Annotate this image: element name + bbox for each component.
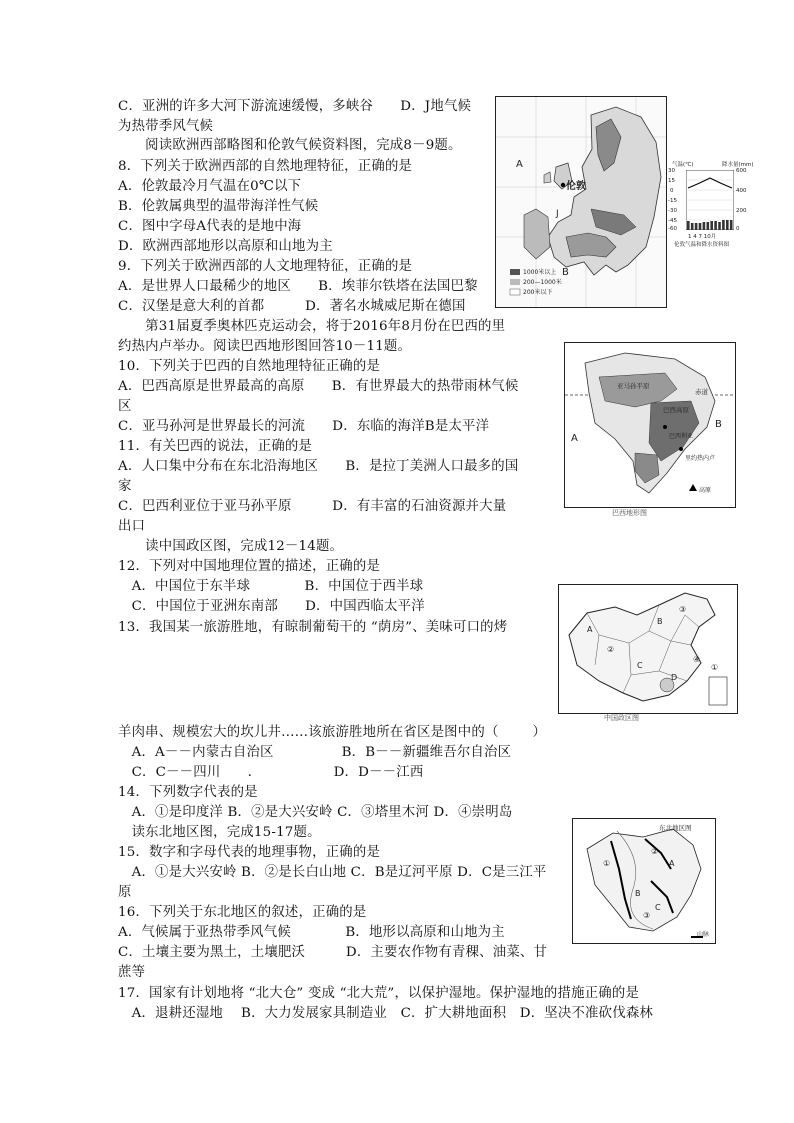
china-number-4: ④ (693, 655, 701, 664)
options-12cd: C．中国位于亚洲东南部 D．中国西临太平洋 (118, 599, 425, 614)
northeast-number-2: ② (651, 847, 659, 856)
options-11ab: A．人口集中分布在东北沿海地区 B．是拉丁美洲人口最多的国 (118, 459, 519, 474)
options-16ab: A．气候属于亚热带季风气候 B．地形以高原和山地为主 (118, 925, 505, 940)
question-14: 14．下列数字代表的是 (118, 785, 258, 800)
option-8b: B．伦敦属典型的温带海洋性气候 (118, 199, 319, 214)
china-letter-d: D (671, 673, 678, 682)
climate-bar (714, 221, 717, 230)
china-number-3: ③ (679, 605, 687, 614)
options-11cd-wrap: 出口 (118, 519, 146, 534)
northeast-letter-b: B (635, 889, 641, 898)
climate-left-tick-3: 0 (670, 188, 674, 194)
question-12: 12．下列对中国地理位置的描述，正确的是 (118, 559, 381, 574)
brazil-legend: 高原 (699, 487, 712, 494)
options-14: A．①是印度洋 B．②是大兴安岭 C．③塔里木河 D．④崇明岛 (118, 805, 513, 820)
climate-bar (687, 221, 690, 230)
brasilia-label: 巴西利亚 (669, 433, 694, 440)
text-line-3: 阅读欧洲西部略图和伦敦气候资料图，完成8－9题。 (118, 138, 462, 153)
china-number-2: ② (607, 645, 615, 654)
climate-left-tick-4: -15 (668, 198, 677, 204)
europe-legend-3: 200米以下 (523, 289, 553, 296)
climate-caption: 伦敦气温和降水资料图 (674, 242, 730, 248)
china-number-1: ① (711, 663, 719, 672)
climate-bar (707, 222, 710, 230)
options-12ab: A．中国位于东半球 B．中国位于西半球 (118, 579, 424, 594)
question-13-cont (118, 724, 546, 742)
northeast-map-drawing (573, 819, 715, 943)
options-10ab-wrap: 区 (118, 399, 132, 414)
climate-bar (718, 222, 721, 230)
equator-label: 赤道 (695, 388, 708, 396)
climate-bar (703, 222, 706, 230)
climate-left-title: 气温(℃) (672, 162, 694, 168)
climate-bar (695, 223, 698, 230)
northeast-letter-c: C (655, 903, 661, 912)
question-9: 9．下列关于欧洲西部的人文地理特征，正确的是 (118, 259, 413, 274)
text-line-1: C．亚洲的许多大河下游流速缓慢，多峡谷 D．J地气候 (118, 99, 472, 114)
options-16cd: C．土壤主要为黑土，土壤肥沃 D．主要农作物有青稞、油菜、甘 (118, 945, 548, 960)
china-map-drawing (559, 585, 737, 713)
text-line-23: 读中国政区图，完成12－14题。 (118, 539, 344, 554)
china-caption: 中国政区图 (604, 714, 639, 722)
europe-map (495, 96, 667, 308)
brazil-highlands-label: 巴西高原 (663, 406, 689, 414)
options-13cd: C．C－－四川 . D．D－－江西 (118, 765, 424, 780)
climate-left-tick-1: 30 (668, 168, 675, 174)
options-15-wrap: 原 (118, 885, 132, 900)
question-16: 16．下列关于东北地区的叙述，正确的是 (118, 905, 367, 920)
europe-letter-a: A (516, 159, 523, 170)
europe-legend-2: 200—1000米 (523, 279, 562, 286)
china-map (558, 584, 738, 714)
northeast-number-3: ③ (643, 911, 651, 920)
options-15: A．①是大兴安岭 B．②是长白山地 C．B是辽河平原 D．C是三江平 (118, 865, 547, 880)
climate-bar (699, 223, 702, 230)
options-9ab: A．是世界人口最稀少的地区 B．埃菲尔铁塔在法国巴黎 (118, 279, 478, 294)
climate-bar (722, 220, 725, 230)
options-11cd: C．巴西利亚位于亚马孙平原 D．有丰富的石油资源并大量 (118, 499, 507, 514)
europe-letter-b: B (562, 267, 569, 278)
london-label: 伦敦 (566, 181, 586, 192)
climate-bar (691, 223, 694, 230)
climate-bar (730, 220, 733, 230)
climate-right-tick-1: 600 (736, 168, 747, 174)
china-letter-a: A (587, 625, 593, 634)
rio-label: 里约热内卢 (685, 455, 716, 462)
climate-right-tick-4: 0 (736, 226, 740, 232)
brazil-caption: 巴西地形图 (612, 509, 647, 517)
question-11: 11．有关巴西的说法，正确的是 (118, 439, 313, 454)
climate-bar (726, 220, 729, 230)
answer-bracket: ） (532, 725, 547, 740)
climate-right-title: 降水量(mm) (722, 162, 754, 168)
climate-left-tick-5: -30 (668, 208, 677, 214)
text-line-2: 为热带季风气候 (118, 119, 214, 134)
climate-plot (686, 170, 734, 230)
options-10cd: C．亚马孙河是世界最长的河流 D．东临的海洋B是太平洋 (118, 419, 490, 434)
climate-right-tick-2: 400 (736, 188, 747, 194)
northeast-letter-a: A (669, 859, 675, 868)
options-13ab: A．A－－内蒙古自治区 B．B－－新疆维吾尔自治区 (118, 745, 512, 760)
option-8c: C．图中字母A代表的是地中海 (118, 219, 302, 234)
northeast-number-1: ① (603, 859, 611, 868)
question-15: 15．数字和字母代表的地理事物，正确的是 (118, 845, 381, 860)
china-letter-c: C (637, 661, 643, 670)
question-8: 8．下列关于欧洲西部的自然地理特征，正确的是 (118, 159, 413, 174)
text-line-13: 约热内卢举办。阅读巴西地形图回答10－11题。 (118, 339, 412, 354)
climate-right-tick-3: 200 (736, 208, 747, 214)
question-13-text: 羊肉串、规模宏大的坎儿井……该旅游胜地所在省区是图中的（ (118, 725, 499, 740)
options-10ab: A．巴西高原是世界最高的高原 B．有世界最大的热带雨林气候 (118, 379, 519, 394)
europe-letter-j: J (556, 209, 559, 219)
options-9cd: C．汉堡是意大利的首都 D．著名水城威尼斯在德国 (118, 299, 466, 314)
climate-months: 1 4 7 10月 (688, 234, 717, 240)
climate-left-tick-7: -60 (668, 226, 677, 232)
climate-bar (710, 221, 713, 230)
climate-left-tick-6: -45 (668, 218, 677, 224)
northeast-map (572, 818, 716, 944)
option-8a: A．伦敦最冷月气温在0℃以下 (118, 179, 302, 194)
text-line-12: 第31届夏季奥林匹克运动会，将于2016年8月份在巴西的里 (118, 319, 506, 334)
climate-left-tick-2: 15 (668, 178, 675, 184)
northeast-title: 东北地区图 (659, 824, 692, 832)
option-8d: D．欧洲西部地形以高原和山地为主 (118, 239, 333, 254)
options-11ab-wrap: 家 (118, 479, 132, 494)
options-16cd-wrap: 蔗等 (118, 965, 146, 980)
europe-map-drawing (496, 97, 666, 307)
options-17: A．退耕还湿地 B．大力发展家具制造业 C．扩大耕地面积 D．坚决不准砍伐森林 (118, 1006, 654, 1021)
text-line-33: 读东北地区图，完成15-17题。 (118, 825, 321, 840)
london-climate-chart (668, 160, 758, 250)
brazil-letter-b: B (715, 419, 722, 430)
amazon-plain-label: 亚马孙平原 (617, 382, 650, 390)
brazil-map (564, 342, 736, 508)
northeast-legend: 山脉 (697, 931, 710, 938)
brazil-map-drawing (565, 343, 735, 507)
europe-legend-1: 1000米以上 (523, 269, 557, 276)
question-17: 17．国家有计划地将 “北大仓” 变成 “北大荒”，以保护湿地。保护湿地的措施正确的是 (118, 986, 640, 1001)
question-13: 13．我国某一旅游胜地，有晾制葡萄干的 “荫房”、美味可口的烤 (118, 620, 508, 635)
question-10: 10．下列关于巴西的自然地理特征正确的是 (118, 359, 381, 374)
brazil-letter-a: A (571, 433, 578, 444)
china-letter-b: B (657, 617, 663, 626)
